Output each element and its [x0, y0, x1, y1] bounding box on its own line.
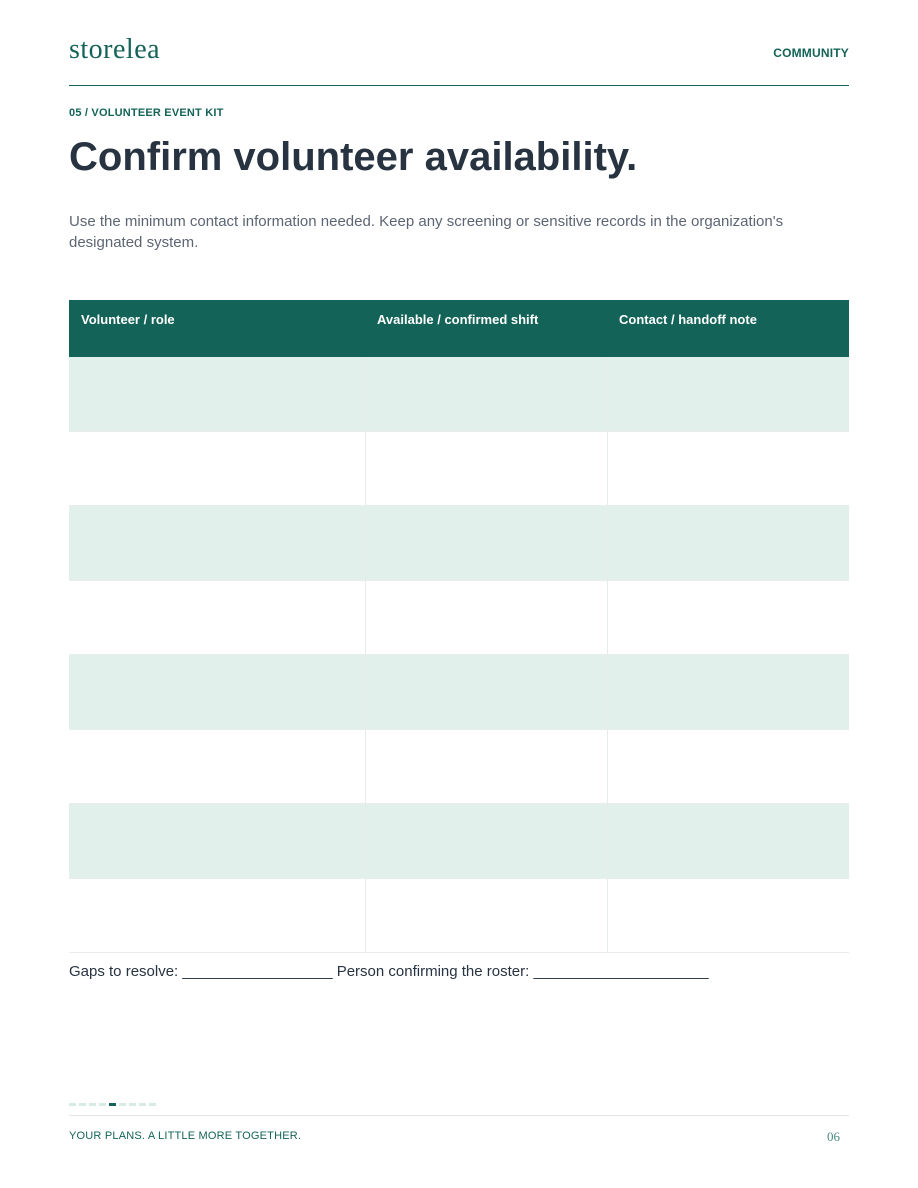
brand-logo: storelea: [69, 34, 161, 65]
page-number: 06: [827, 1129, 840, 1144]
table-header-row: [69, 300, 849, 357]
table-row: [69, 580, 849, 655]
shift-cell[interactable]: [365, 804, 607, 879]
shift-cell[interactable]: [365, 655, 607, 730]
header-divider: [69, 85, 849, 86]
volunteer-cell[interactable]: [69, 878, 365, 953]
shift-cell[interactable]: [365, 506, 607, 581]
progress-dash: [149, 1103, 156, 1106]
footer-divider: [69, 1115, 849, 1116]
contact-cell[interactable]: [607, 431, 849, 506]
volunteer-cell[interactable]: [69, 804, 365, 879]
progress-dash: [69, 1103, 76, 1106]
table-row: [69, 357, 849, 431]
contact-cell[interactable]: [607, 804, 849, 879]
volunteer-cell[interactable]: [69, 580, 365, 655]
shift-cell[interactable]: [365, 729, 607, 804]
table-row: [69, 431, 849, 506]
progress-dash: [109, 1103, 116, 1106]
progress-dash: [89, 1103, 96, 1106]
volunteer-cell[interactable]: [69, 357, 365, 431]
contact-cell[interactable]: [607, 729, 849, 804]
volunteer-cell[interactable]: [69, 506, 365, 581]
intro-text: Use the minimum contact information needed. Keep any screening or sensitive records in the organization's designated system.: [69, 213, 784, 251]
table-row: [69, 878, 849, 953]
volunteer-cell[interactable]: [69, 655, 365, 730]
volunteer-roster-table: [69, 300, 849, 953]
column-header-volunteer: Volunteer / role: [69, 300, 365, 357]
column-header-shift: Available / confirmed shift: [365, 300, 607, 357]
shift-cell[interactable]: [365, 580, 607, 655]
table-row: [69, 506, 849, 581]
footer-tagline: YOUR PLANS. A LITTLE MORE TOGETHER.: [69, 1130, 302, 1142]
table-row: [69, 729, 849, 804]
progress-dash: [79, 1103, 86, 1106]
shift-cell[interactable]: [365, 357, 607, 431]
page-progress-indicator: [69, 1103, 156, 1107]
contact-cell[interactable]: [607, 506, 849, 581]
contact-cell[interactable]: [607, 580, 849, 655]
progress-dash: [129, 1103, 136, 1106]
gaps-and-confirmer-fields[interactable]: Gaps to resolve: __________________ Person confirming the roster: _____________________: [69, 963, 709, 980]
section-label: COMMUNITY: [773, 46, 849, 60]
shift-cell[interactable]: [365, 878, 607, 953]
volunteer-cell[interactable]: [69, 729, 365, 804]
column-header-contact: Contact / handoff note: [607, 300, 849, 357]
page-title: Confirm volunteer availability.: [69, 135, 638, 179]
progress-dash: [99, 1103, 106, 1106]
progress-dash: [119, 1103, 126, 1106]
progress-dash: [139, 1103, 146, 1106]
kicker-label: 05 / VOLUNTEER EVENT KIT: [69, 107, 224, 119]
table-row: [69, 655, 849, 730]
volunteer-cell[interactable]: [69, 431, 365, 506]
table-row: [69, 804, 849, 879]
contact-cell[interactable]: [607, 878, 849, 953]
contact-cell[interactable]: [607, 655, 849, 730]
shift-cell[interactable]: [365, 431, 607, 506]
contact-cell[interactable]: [607, 357, 849, 431]
